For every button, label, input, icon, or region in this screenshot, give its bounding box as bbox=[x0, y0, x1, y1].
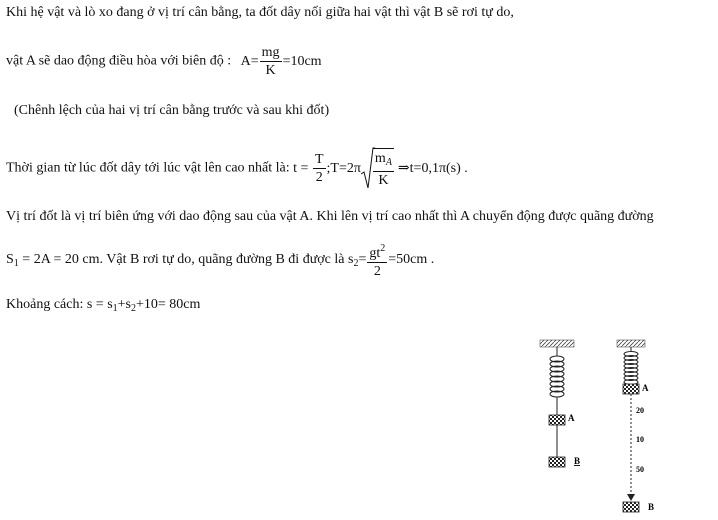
text-line-2 bbox=[6, 44, 322, 79]
total-s: s = s bbox=[86, 297, 113, 312]
sqrt-denominator: K bbox=[378, 173, 389, 188]
amplitude-numerator: mg bbox=[261, 45, 280, 60]
right-label-b: B bbox=[648, 502, 655, 512]
amplitude-formula bbox=[240, 45, 322, 78]
amplitude-lhs: A= bbox=[240, 53, 259, 69]
fall-numerator bbox=[367, 240, 387, 263]
amplitude-denominator: K bbox=[265, 63, 276, 78]
total-sub-2: 2 bbox=[131, 303, 136, 314]
amplitude-rhs: =10cm bbox=[282, 53, 322, 69]
left-label-a: A bbox=[568, 413, 575, 423]
text-line-3 bbox=[14, 102, 329, 120]
fall-gt: gt bbox=[369, 246, 381, 261]
left-spring bbox=[550, 356, 564, 397]
intro-sentence: Khi hệ vật và lò xo đang ở vị trí cân bằng, ta đốt dây nối giữa hai vật thì vật B sẽ rơi tự do, bbox=[6, 5, 514, 20]
fall-denominator: 2 bbox=[373, 264, 381, 279]
mass-subscript-a: A bbox=[385, 157, 392, 168]
amplitude-fraction bbox=[260, 44, 282, 79]
distance-label-20: 20 bbox=[636, 406, 644, 415]
left-mass-b bbox=[549, 457, 565, 467]
note-sentence: (Chênh lệch của hai vị trí cân bằng trước và sau khi đốt) bbox=[14, 103, 330, 118]
period-sqrt bbox=[361, 148, 394, 189]
distance-label-50: 50 bbox=[636, 465, 644, 474]
total-plus: +s bbox=[117, 297, 131, 312]
time-fraction bbox=[313, 151, 326, 186]
distance-label-10: 10 bbox=[636, 435, 644, 444]
right-spring bbox=[624, 352, 638, 385]
fall-fraction bbox=[367, 240, 387, 280]
total-result: +10= 80cm bbox=[136, 297, 201, 312]
distance-sentence: = 2A = 20 cm. Vật B rơi tự do, quãng đường B đi được là bbox=[18, 252, 349, 268]
total-sub-1: 1 bbox=[112, 303, 118, 314]
s2-subscript: 2 bbox=[353, 258, 359, 270]
fall-exponent: 2 bbox=[380, 243, 386, 254]
right-ceiling bbox=[617, 340, 645, 347]
sqrt-fraction bbox=[373, 150, 394, 189]
left-label-b: B bbox=[574, 456, 581, 466]
left-ceiling bbox=[540, 340, 574, 347]
sqrt-sign bbox=[361, 146, 375, 190]
s1-subscript: 1 bbox=[13, 258, 19, 270]
position-sentence: Vị trí đốt là vị trí biên ứng với dao động sau của vật A. Khi lên vị trí cao nhất thì A chuyển động được quãng đường bbox=[6, 209, 654, 224]
fall-result: =50cm . bbox=[388, 252, 435, 268]
distance-label: Khoảng cách: bbox=[6, 297, 87, 312]
text-line-1 bbox=[6, 4, 514, 22]
text-line-4 bbox=[6, 148, 468, 189]
s2-symbol: s bbox=[348, 252, 354, 268]
total-distance-formula bbox=[87, 297, 201, 312]
period-formula: ;T=2π bbox=[326, 160, 361, 176]
fall-equals: = bbox=[358, 252, 367, 268]
fall-formula bbox=[348, 243, 435, 279]
time-formula bbox=[293, 151, 468, 188]
fall-arrow bbox=[627, 494, 635, 501]
text-line-6 bbox=[6, 240, 434, 280]
text-line-5 bbox=[6, 208, 654, 226]
time-denominator: 2 bbox=[315, 170, 323, 185]
mass-m: m bbox=[374, 151, 386, 166]
text-line-7 bbox=[6, 296, 200, 318]
time-sentence: Thời gian từ lúc đốt dây tới lúc vật lên cao nhất là: bbox=[6, 160, 290, 176]
left-mass-a bbox=[549, 415, 565, 425]
s1-symbol: S bbox=[6, 252, 14, 268]
right-mass-b bbox=[623, 502, 639, 512]
sqrt-numerator bbox=[373, 150, 394, 172]
right-mass-a bbox=[623, 384, 639, 394]
time-result: ⇒t=0,1π(s) . bbox=[397, 160, 468, 176]
time-numerator: T bbox=[314, 152, 324, 167]
amplitude-sentence: vật A sẽ dao động điều hòa với biên độ : bbox=[6, 53, 232, 69]
spring-diagram bbox=[530, 330, 670, 518]
time-t: t = bbox=[293, 160, 309, 176]
right-label-a: A bbox=[642, 383, 649, 393]
